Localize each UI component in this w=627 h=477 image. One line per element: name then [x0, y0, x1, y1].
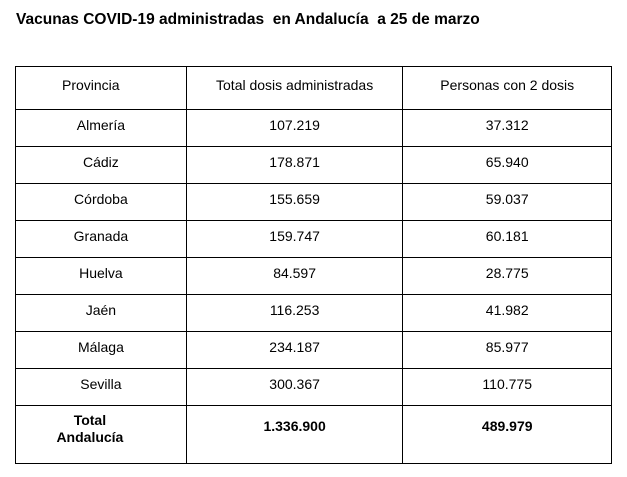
dos-dosis-sum: 489.979 — [481, 418, 533, 434]
provincia-cell: Almería — [76, 117, 126, 133]
header-cell — [186, 67, 403, 110]
header-cell — [403, 67, 612, 110]
header-total-dosis: Total dosis administradas — [216, 77, 374, 93]
table-row — [16, 258, 612, 295]
page-title: Vacunas COVID-19 administradas en Andalucía a 25 de marzo — [16, 11, 480, 28]
provincia-cell: Sevilla — [80, 376, 122, 392]
total-dosis-cell: 155.659 — [269, 191, 320, 207]
provincia-cell: Granada — [73, 228, 129, 244]
provincia-cell: Huelva — [79, 265, 123, 281]
provincia-cell: Cádiz — [83, 154, 119, 170]
dos-dosis-cell: 60.181 — [485, 228, 529, 244]
total-dosis-cell: 107.219 — [269, 117, 320, 133]
total-dosis-cell: 116.253 — [269, 302, 320, 318]
header-personas-2-dosis: Personas con 2 dosis — [440, 77, 575, 93]
table-row — [16, 295, 612, 332]
table-row — [16, 221, 612, 258]
total-dosis-cell: 300.367 — [269, 376, 320, 392]
total-label — [16, 406, 186, 446]
total-row — [16, 406, 612, 464]
total-dosis-cell: 84.597 — [273, 265, 317, 281]
dos-dosis-cell: 37.312 — [485, 117, 529, 133]
table-row — [16, 332, 612, 369]
table-row — [16, 184, 612, 221]
dos-dosis-cell: 28.775 — [485, 265, 529, 281]
table-row — [16, 147, 612, 184]
dos-dosis-cell: 85.977 — [485, 339, 529, 355]
total-dosis-sum: 1.336.900 — [263, 418, 326, 434]
dos-dosis-cell: 59.037 — [485, 191, 529, 207]
total-dosis-cell: 159.747 — [269, 228, 320, 244]
provincia-cell: Jaén — [85, 302, 117, 318]
table-row — [16, 369, 612, 406]
vaccination-table — [15, 66, 612, 464]
provincia-cell: Málaga — [77, 339, 124, 355]
total-dosis-cell: 234.187 — [269, 339, 320, 355]
table-header-row — [16, 67, 612, 110]
table-row — [16, 110, 612, 147]
total-dosis-cell: 178.871 — [269, 154, 320, 170]
header-provincia: Provincia — [62, 77, 120, 93]
dos-dosis-cell: 65.940 — [485, 154, 529, 170]
header-cell — [16, 67, 187, 110]
dos-dosis-cell: 41.982 — [485, 302, 529, 318]
provincia-cell: Córdoba — [74, 191, 128, 207]
total-label-line2: Andalucía — [56, 429, 124, 445]
dos-dosis-cell: 110.775 — [482, 376, 532, 392]
total-label-line1: Total — [73, 412, 107, 428]
